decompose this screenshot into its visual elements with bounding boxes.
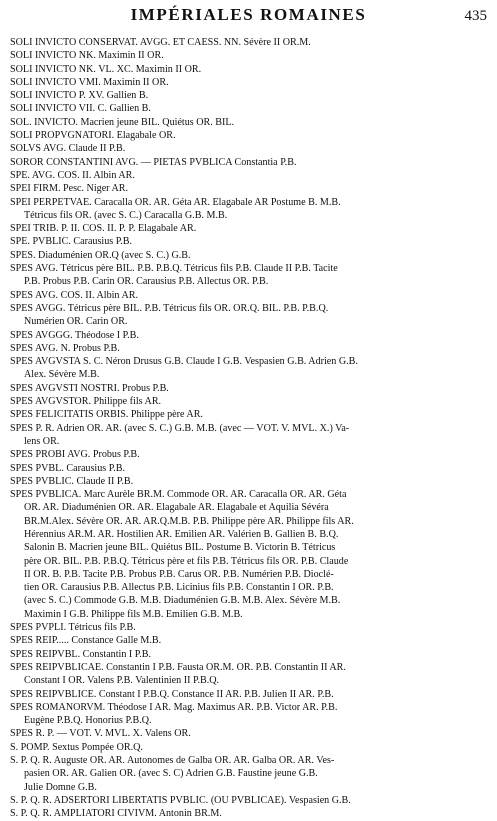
entry-line: SPES PVBLICA. Marc Aurèle BR.M. Commode OR. AR. Caracalla OR. AR. Géta [10,489,347,501]
entry-line: SPES AVG. COS. II. Albin AR. [10,289,138,301]
entry-line: SOLI INVICTO VII. C. Gallien B. [10,103,151,115]
entry-line: S. P. Q. R. AMPLIATORI CIVIVM. Antonin BR.M. [10,808,222,820]
legend-entries-list [10,36,487,821]
entry-line: SPES AVG. Tétricus père BIL. P.B. P.B.Q. Tétricus fils P.B. Claude II P.B. Tacite [10,263,338,275]
entry-line: SOLI INVICTO NK. Maximin II OR. [10,50,164,62]
entry-continuation-line: Eugène P.B.Q. Honorius P.B.Q. [24,715,152,727]
entry-continuation-line: (avec S. C.) Commode G.B. M.B. Diaduménien G.B. M.B. Alex. Sévère M.B. [24,595,341,607]
entry-line: SPES REIP..... Constance Galle M.B. [10,635,162,647]
entry-line: SPES AVGGG. Théodose I P.B. [10,329,139,341]
entry-continuation-line: OR. AR. Diaduménien OR. AR. Elagabale AR. Elagabale et Aquilia Sévéra [24,502,329,514]
entry-continuation-line: BR.M.Alex. Sévère OR. AR. AR.Q.M.B. P.B. Philippe père AR. Philippe fils AR. [24,515,354,527]
page-title: IMPÉRIALES ROMAINES [130,5,367,24]
entry-continuation-line: lens OR. [24,435,60,447]
entry-line: SPE. PVBLIC. Carausius P.B. [10,236,132,248]
entry-line: SPES REIPVBLICE. Constant I P.B.Q. Constance II AR. P.B. Julien II AR. P.B. [10,688,334,700]
entry-line: SOLVS AVG. Claude II P.B. [10,143,126,155]
entry-line: SPES ROMANORVM. Théodose I AR. Mag. Maximus AR. P.B. Victor AR. P.B. [10,701,338,713]
entry-continuation-line: Maximin I G.B. Philippe fils M.B. Emilien G.B. M.B. [24,608,243,620]
entry-continuation-line: Hérennius AR.M. AR. Hostilien AR. Emilien AR. Valérien B. Gallien B. B.Q. [24,528,339,540]
entry-line: SPES PVBL. Carausius P.B. [10,462,125,474]
running-header [0,5,497,27]
entry-continuation-line: P.B. Probus P.B. Carin OR. Carausius P.B. Allectus OR. P.B. [24,276,269,288]
entry-line: SPES AVGVSTOR. Philippe fils AR. [10,396,162,408]
entry-line: S. P. Q. R. ADSERTORI LIBERTATIS PVBLIC. (OU PVBLICAE). Vespasien G.B. [10,794,351,806]
entry-continuation-line: Salonin B. Macrien jeune BIL. Quiétus BIL. Postume B. Victorin B. Tétricus [24,542,336,554]
entry-line: SOLI INVICTO NK. VL. XC. Maximin II OR. [10,63,202,75]
entry-line: SPEI PERPETVAE. Caracalla OR. AR. Géta AR. Elagabale AR Postume B. M.B. [10,196,341,208]
entry-line: SOL. INVICTO. Macrien jeune BIL. Quiétus OR. BIL. [10,116,235,128]
entry-line: SPES AVGVSTI NOSTRI. Probus P.B. [10,382,169,394]
entry-continuation-line: père OR. BIL. P.B. P.B.Q. Tétricus père et fils P.B. Tétricus fils OR. P.B. Claude [24,555,349,567]
entry-continuation-line: Julie Domne G.B. [24,781,97,793]
entry-line: SPES PROBI AVG. Probus P.B. [10,449,140,461]
entry-continuation-line: Tétricus fils OR. (avec S. C.) Caracalla G.B. M.B. [24,209,228,221]
entry-line: SPES AVGVSTA S. C. Néron Drusus G.B. Claude I G.B. Vespasien G.B. Adrien G.B. [10,356,358,368]
entry-line: S. P. Q. R. Auguste OR. AR. Autonomes de Galba OR. AR. Galba OR. AR. Ves- [10,755,335,767]
entry-line: SOLI INVICTO VMI. Maximin II OR. [10,76,169,88]
entry-line: SPEI FIRM. Pesc. Niger AR. [10,183,129,195]
entry-line: SOLI PROPVGNATORI. Elagabale OR. [10,130,176,142]
entry-line: SPES REIPVBL. Constantin I P.B. [10,648,152,660]
entry-line: SPES R. P. — VOT. V. MVL. X. Valens OR. [10,728,191,740]
entry-line: SPES PVBLIC. Claude II P.B. [10,475,134,487]
entry-line: SPES P. R. Adrien OR. AR. (avec S. C.) G.B. M.B. (avec — VOT. V. MVL. X.) Va- [10,422,350,434]
entry-continuation-line: Numérien OR. Carin OR. [24,316,128,328]
entry-line: SPES REIPVBLICAE. Constantin I P.B. Fausta OR.M. OR. P.B. Constantin II AR. [10,661,346,673]
entry-line: SPE. AVG. COS. II. Albin AR. [10,169,135,181]
entry-line: SPES AVGG. Tétricus père BIL. P.B. Tétricus fils OR. OR.Q. BIL. P.B. P.B.Q. [10,302,329,314]
entry-line: SPES AVG. N. Probus P.B. [10,342,120,354]
entry-line: SOLI INVICTO CONSERVAT. AVGG. ET CAESS. NN. Sévère II OR.M. [10,37,311,48]
entry-line: SPES. Diaduménien OR.Q (avec S. C.) G.B. [10,249,191,261]
entry-continuation-line: Constant I OR. Valens P.B. Valentinien II P.B.Q. [24,675,220,687]
entry-line: SOROR CONSTANTINI AVG. — PIETAS PVBLICA Constantia P.B. [10,156,297,168]
entry-line: SPEI TRIB. P. II. COS. II. P. P. Elagabale AR. [10,223,197,235]
entry-line: SPES PVPLI. Tétricus fils P.B. [10,622,136,634]
entry-line: S. POMP. Sextus Pompée OR.Q. [10,741,143,753]
page-number: 435 [464,8,487,24]
entry-continuation-line: pasien OR. AR. Galien OR. (avec S. C) Adrien G.B. Faustine jeune G.B. [24,768,318,780]
entry-continuation-line: tien OR. Carausius P.B. Allectus P.B. Licinius fils P.B. Constantin I OR. P.B. [24,582,334,594]
entry-line: SPES FELICITATIS ORBIS. Philippe père AR. [10,409,203,421]
entry-continuation-line: Alex. Sévère M.B. [24,369,100,381]
entry-line: SOLI INVICTO P. XV. Gallien B. [10,90,149,102]
entry-continuation-line: II OR. B. P.B. Tacite P.B. Probus P.B. Carus OR. P.B. Numérien P.B. Dioclé- [24,568,334,580]
